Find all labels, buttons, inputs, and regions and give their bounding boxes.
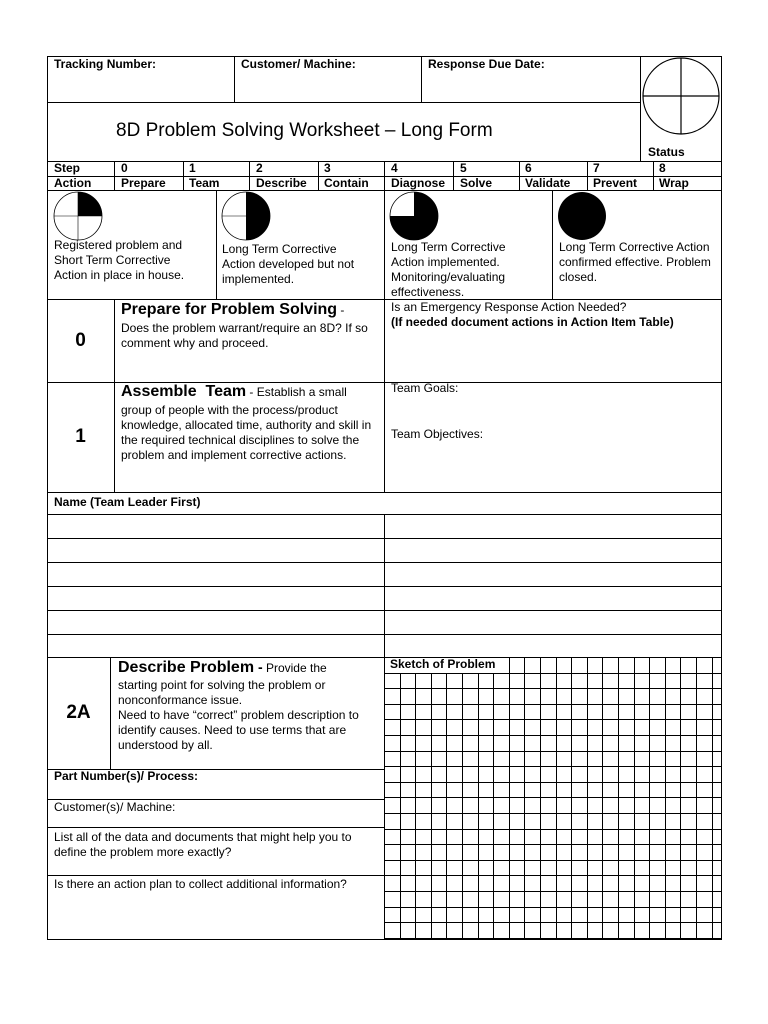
legend-text-full: Long Term Corrective Action confirmed effective. Problem closed. [559, 240, 711, 284]
legend-text-half: Long Term Corrective Action developed but not implemented. [222, 242, 355, 286]
section-1-description: group of people with the process/product knowledge, allocated time, authority and skill in the required technical disciplines to solve the problem and implement corrective actions. [121, 403, 372, 462]
section-1-number: 1 [75, 426, 86, 447]
step-action-prevent: Prevent [593, 176, 638, 190]
section-2a-title-suffix: - [254, 659, 263, 675]
three-quarter-status-icon [390, 192, 440, 242]
step-action-validate: Validate [525, 176, 571, 190]
full-status-icon [558, 192, 608, 242]
section-2a-text-first: Provide the [262, 661, 327, 675]
legend-text-three-quarter: Long Term Corrective Action implemented. Monitoring/evaluating effectiveness. [391, 240, 506, 299]
section-2a-title: Describe Problem [118, 659, 255, 676]
status-label: Status [648, 145, 685, 159]
step-action-team: Team [189, 176, 220, 190]
step-number-1: 1 [189, 161, 196, 175]
sketch-of-problem-label: Sketch of Problem [390, 657, 496, 671]
section-2a-title-line [118, 659, 380, 677]
section-2a-number: 2A [66, 702, 91, 723]
team-member-row-line [47, 634, 722, 635]
section-0-title: Prepare for Problem Solving [121, 301, 338, 318]
part-number-process-label: Part Number(s)/ Process: [54, 769, 199, 783]
section-1-text-first: - Establish a small [246, 385, 347, 399]
tracking-number-label: Tracking Number: [54, 57, 157, 71]
section-0-number: 0 [75, 330, 86, 351]
team-leader-name-header: Name (Team Leader First) [54, 495, 201, 509]
legend-text-quarter: Registered problem and Short Term Corrective Action in place in house. [54, 238, 185, 282]
step-action-solve: Solve [460, 176, 493, 190]
step-action-prepare: Prepare [121, 176, 166, 190]
half-status-icon [222, 192, 272, 242]
section-0-title-line [121, 301, 383, 319]
section-0-title-suffix: - [337, 303, 345, 317]
worksheet-header [47, 56, 722, 162]
section-1-title: Assemble Team [121, 383, 247, 400]
team-member-row-line [47, 562, 722, 563]
step-action-wrap: Wrap [659, 176, 689, 190]
data-documents-label: List all of the data and documents that might help you to define the problem more exactly? [54, 830, 352, 859]
quarter-status-icon [54, 192, 104, 242]
emergency-response-question: Is an Emergency Response Action Needed? [391, 300, 627, 314]
step-action-contain: Contain [324, 176, 369, 190]
step-number-6: 6 [525, 161, 532, 175]
action-plan-label: Is there an action plan to collect additional information? [54, 877, 347, 891]
response-due-date-label: Response Due Date: [428, 57, 545, 71]
team-member-row-line [47, 586, 722, 587]
team-goals-label: Team Goals: [391, 381, 459, 395]
step-label: Step [54, 161, 81, 175]
step-number-5: 5 [460, 161, 467, 175]
team-objectives-label: Team Objectives: [391, 427, 484, 441]
status-circle-icon [642, 57, 722, 137]
page-title: 8D Problem Solving Worksheet – Long Form [116, 120, 493, 141]
step-number-4: 4 [391, 161, 398, 175]
section-0-description: Does the problem warrant/require an 8D? If so comment why and proceed. [121, 321, 368, 350]
section-1-title-line [121, 383, 383, 401]
step-number-3: 3 [324, 161, 331, 175]
step-action-diagnose: Diagnose [391, 176, 446, 190]
step-number-8: 8 [659, 161, 666, 175]
action-label: Action [54, 176, 92, 190]
step-number-0: 0 [121, 161, 128, 175]
step-number-2: 2 [256, 161, 263, 175]
team-member-row-line [47, 610, 722, 611]
action-item-table-note: (If needed document actions in Action Item Table) [391, 315, 674, 329]
section-2a-description: starting point for solving the problem or nonconformance issue. Need to have “correct” problem description to identify causes. Need to use terms that are understood by all. [118, 678, 359, 752]
customer-machine-field-label: Customer(s)/ Machine: [54, 800, 176, 814]
step-action-describe: Describe [256, 176, 307, 190]
sketch-grid [384, 657, 722, 940]
customer-machine-label: Customer/ Machine: [241, 57, 356, 71]
step-number-7: 7 [593, 161, 600, 175]
team-member-row-line [47, 538, 722, 539]
